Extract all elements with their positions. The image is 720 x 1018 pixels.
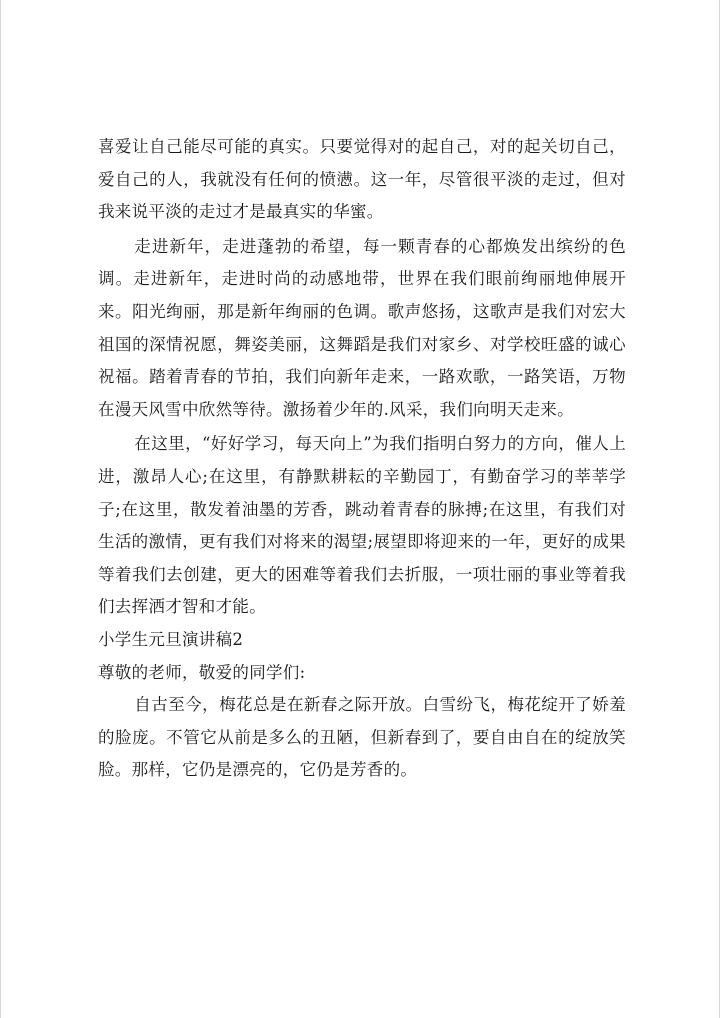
- section-title: 小学生元旦演讲稿2: [98, 629, 244, 649]
- body-paragraph: 自古至今，梅花总是在新春之际开放。白雪纷飞，梅花绽开了娇羞的脸庞。不管它从前是多么的丑陋，但新春到了，要自由自在的绽放笑脸。那样，它仍是漂亮的，它仍是芳香的。: [98, 695, 626, 780]
- salutation: 尊敬的老师，敬爱的同学们:: [98, 662, 306, 682]
- body-paragraph: 喜爱让自己能尽可能的真实。只要觉得对的起自己，对的起关切自己，爱自己的人，我就没有任何的愤懑。这一年，尽管很平淡的走过，但对我来说平淡的走过才是最真实的华蜜。: [98, 137, 626, 222]
- body-paragraph: 在这里，“好好学习，每天向上”为我们指明白努力的方向，催人上进，激昂人心;在这里，有静默耕耘的辛勤园丁，有勤奋学习的莘莘学子;在这里，散发着油墨的芳香，跳动着青春的脉搏;在这里，有我们对生活的激情，更有我们对将来的渴望;展望即将迎来的一年，更好的成果等着我们去创建，更大的困难等着我们去折服，一项壮丽的事业等着我们去挥洒才智和才能。: [98, 434, 626, 617]
- body-paragraph: 走进新年，走进蓬勃的希望，每一颗青春的心都焕发出缤纷的色调。走进新年，走进时尚的动感地带，世界在我们眼前绚丽地伸展开来。阳光绚丽，那是新年绚丽的色调。歌声悠扬，这歌声是我们对宏大祖国的深情祝愿，舞姿美丽，这舞蹈是我们对家乡、对学校旺盛的诚心祝福。踏着青春的节拍，我们向新年走来，一路欢歌，一路笑语，万物在漫天风雪中欣然等待。激扬着少年的.风采，我们向明天走来。: [98, 236, 626, 419]
- document-body: [98, 131, 626, 787]
